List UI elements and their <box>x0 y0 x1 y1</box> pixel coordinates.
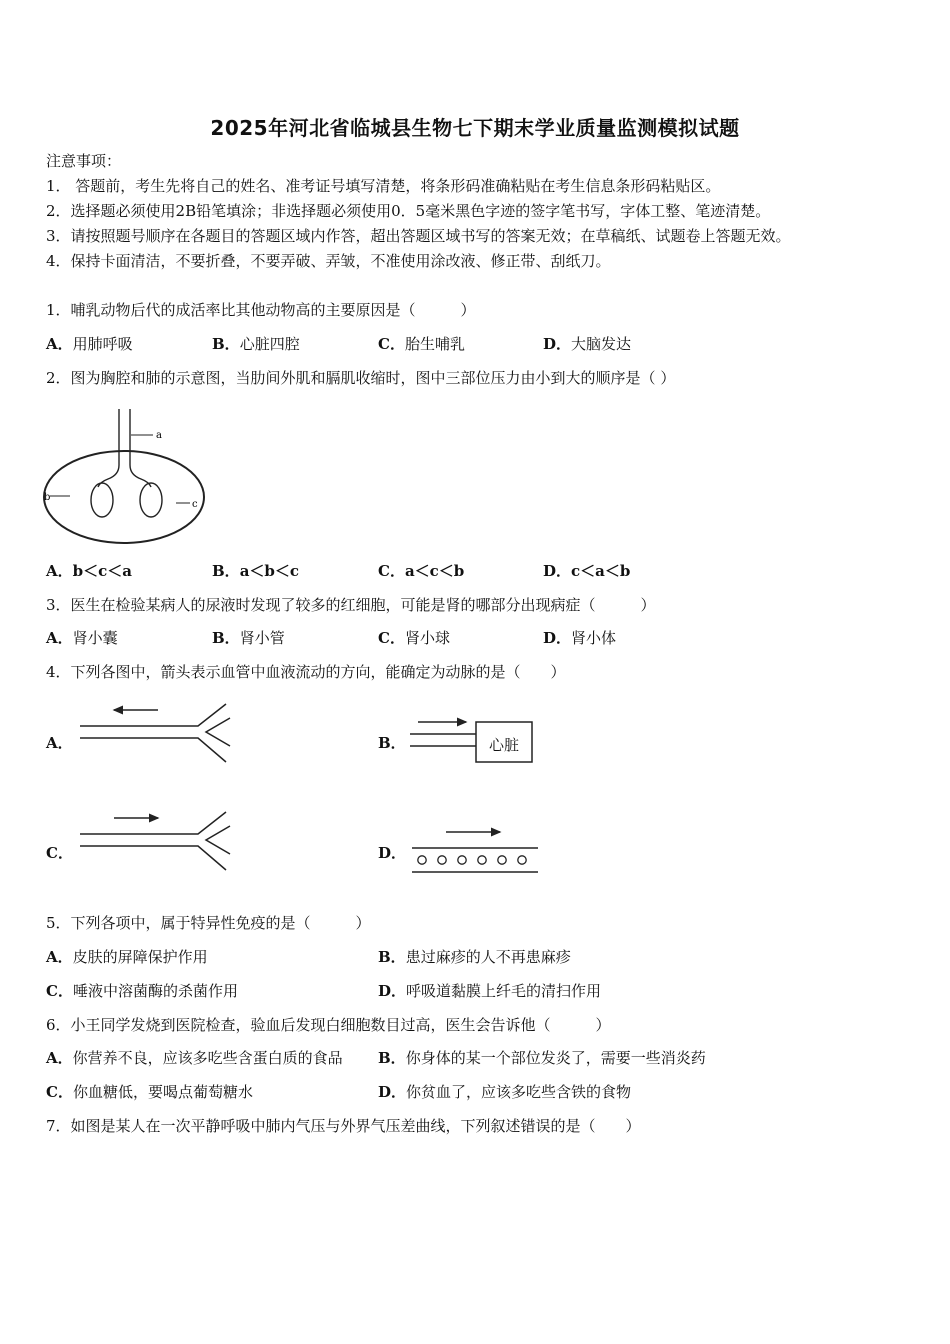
option-label: A． <box>46 562 73 580</box>
option-text: 肾小囊 <box>72 629 118 647</box>
option-label: C． <box>378 335 405 353</box>
heart-label: 心脏 <box>488 736 519 754</box>
q4-option-c-label: C． <box>46 844 73 862</box>
option-text: c＜a＜b <box>571 562 631 580</box>
option-label: A． <box>46 948 73 966</box>
q1-option-d <box>543 334 631 354</box>
vessel-diagram-d <box>410 822 542 878</box>
question-3-stem: 3．医生在检验某病人的尿液时发现了较多的红细胞，可能是肾的哪部分出现病症（ ） <box>46 596 656 614</box>
question-1-stem: 1．哺乳动物后代的成活率比其他动物高的主要原因是（ ） <box>46 301 476 319</box>
option-label: B． <box>212 629 240 647</box>
option-text: 你贫血了，应该多吃些含铁的食物 <box>406 1083 632 1101</box>
question-2-stem: 2．图为胸腔和肺的示意图，当肋间外肌和膈肌收缩时，图中三部位压力由小到大的顺序是（ ） <box>46 369 676 387</box>
option-text: 呼吸道黏膜上纤毛的清扫作用 <box>406 982 602 1000</box>
blood-cell <box>498 856 506 864</box>
left-lung <box>91 483 113 517</box>
q1-option-a <box>46 334 133 354</box>
option-text: 用肺呼吸 <box>72 335 133 353</box>
q5-option-d <box>378 981 601 1001</box>
blood-cell <box>478 856 486 864</box>
option-label: D． <box>378 1083 407 1101</box>
q2-option-d <box>543 561 630 581</box>
option-text: 大脑发达 <box>571 335 632 353</box>
thorax-lung-diagram <box>40 405 210 550</box>
option-text: 唾液中溶菌酶的杀菌作用 <box>72 982 238 1000</box>
option-label: B． <box>378 1049 406 1067</box>
option-text: 心脏四腔 <box>239 335 300 353</box>
q2-option-c <box>378 561 464 581</box>
figure-label-b: b <box>44 492 51 503</box>
question-4-stem: 4．下列各图中，箭头表示血管中血液流动的方向，能确定为动脉的是（ ） <box>46 663 566 681</box>
blood-cell <box>458 856 466 864</box>
blood-cell <box>518 856 526 864</box>
option-label: C． <box>378 562 405 580</box>
blood-cell <box>438 856 446 864</box>
q6-option-b <box>378 1048 706 1068</box>
figure-label-c: c <box>192 499 198 510</box>
option-label: B． <box>212 335 240 353</box>
figure-label-a: a <box>156 430 162 441</box>
q3-option-d <box>543 628 616 648</box>
option-text: 胎生哺乳 <box>404 335 465 353</box>
option-text: 你血糖低，要喝点葡萄糖水 <box>72 1083 253 1101</box>
q5-option-b <box>378 947 571 967</box>
option-label: D． <box>543 335 572 353</box>
option-text: 肾小球 <box>404 629 450 647</box>
option-label: A． <box>46 335 73 353</box>
notice-item: 2．选择题必须使用2B铅笔填涂；非选择题必须使用0．5毫米黑色字迹的签字笔书写，字体工整、笔迹清楚。 <box>46 202 771 220</box>
thorax-outline <box>44 451 204 543</box>
option-text: 患过麻疹的人不再患麻疹 <box>405 948 571 966</box>
option-text: 肾小管 <box>239 629 285 647</box>
question-7-stem: 7．如图是某人在一次平静呼吸中肺内气压与外界气压差曲线，下列叙述错误的是（ ） <box>46 1117 641 1135</box>
option-label: D． <box>543 629 572 647</box>
q4-option-a-label: A． <box>46 734 73 752</box>
q3-option-a <box>46 628 118 648</box>
notice-item: 4．保持卡面清洁，不要折叠，不要弄破、弄皱，不准使用涂改液、修正带、刮纸刀。 <box>46 252 611 270</box>
q6-option-d <box>378 1082 631 1102</box>
q3-option-c <box>378 628 450 648</box>
q4-option-b-label: B． <box>378 734 406 752</box>
q2-option-a <box>46 561 132 581</box>
option-label: B． <box>378 948 406 966</box>
q1-option-c <box>378 334 465 354</box>
option-label: C． <box>378 629 405 647</box>
option-label: D． <box>378 982 407 1000</box>
q2-option-b <box>212 561 299 581</box>
vessel-diagram-c <box>78 808 238 878</box>
option-label: C． <box>46 1083 73 1101</box>
q5-option-a <box>46 947 208 967</box>
option-text: b＜c＜a <box>72 562 132 580</box>
option-text: 肾小体 <box>571 629 617 647</box>
q4-option-d-label: D． <box>378 844 407 862</box>
vessel-diagram-a <box>78 700 238 770</box>
notice-item: 3．请按照题号顺序在各题目的答题区域内作答，超出答题区域书写的答案无效；在草稿纸、试题卷上答题无效。 <box>46 227 791 245</box>
question-6-stem: 6．小王同学发烧到医院检查，验血后发现白细胞数目过高，医生会告诉他（ ） <box>46 1016 611 1034</box>
option-label: D． <box>543 562 572 580</box>
option-text: 你营养不良，应该多吃些含蛋白质的食品 <box>72 1049 343 1067</box>
option-label: B． <box>212 562 240 580</box>
option-label: A． <box>46 1049 73 1067</box>
question-5-stem: 5．下列各项中，属于特异性免疫的是（ ） <box>46 914 371 932</box>
page-title: 2025年河北省临城县生物七下期末学业质量监测模拟试题 <box>210 116 740 140</box>
q1-option-b <box>212 334 300 354</box>
q6-option-c <box>46 1082 253 1102</box>
option-text: a＜b＜c <box>239 562 300 580</box>
blood-cell <box>418 856 426 864</box>
option-text: 皮肤的屏障保护作用 <box>72 948 208 966</box>
q5-option-c <box>46 981 238 1001</box>
trachea <box>98 409 119 487</box>
q6-option-a <box>46 1048 343 1068</box>
option-text: a＜c＜b <box>404 562 465 580</box>
option-label: A． <box>46 629 73 647</box>
right-lung <box>140 483 162 517</box>
option-label: C． <box>46 982 73 1000</box>
q3-option-b <box>212 628 285 648</box>
option-text: 你身体的某一个部位发炎了，需要一些消炎药 <box>405 1049 706 1067</box>
notice-heading: 注意事项： <box>46 152 122 170</box>
notice-item: 1． 答题前，考生先将自己的姓名、准考证号填写清楚，将条形码准确粘贴在考生信息条形码粘贴区。 <box>46 177 721 195</box>
